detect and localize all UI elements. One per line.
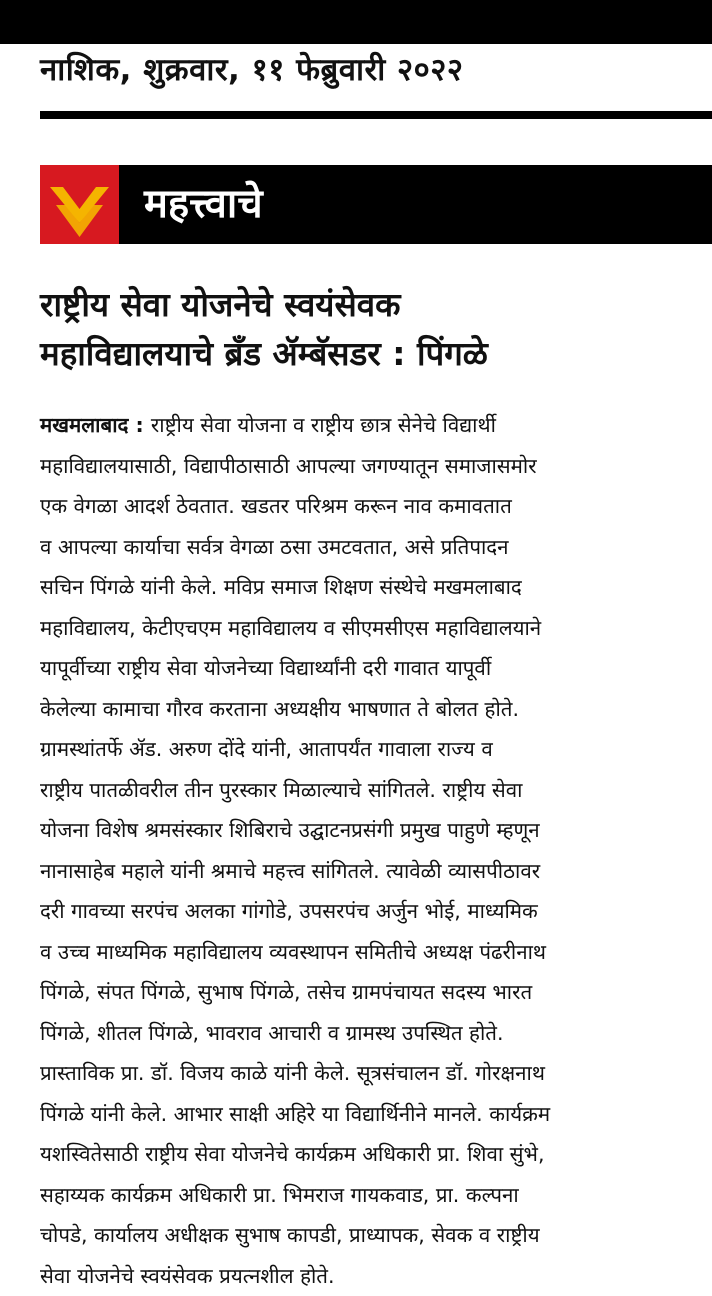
article-line: केलेल्या कामाचा गौरव करताना अध्यक्षीय भाषणात ते बोलत होते. (40, 689, 700, 730)
article-body (40, 405, 700, 1296)
article-line: चोपडे, कार्यालय अधीक्षक सुभाष कापडी, प्राध्यापक, सेवक व राष्ट्रीय (40, 1215, 700, 1256)
article-headline (40, 280, 700, 378)
article-line: योजना विशेष श्रमसंस्कार शिबिराचे उद्घाटनप्रसंगी प्रमुख पाहुणे म्हणून (40, 810, 700, 851)
article-first-line-text: राष्ट्रीय सेवा योजना व राष्ट्रीय छात्र सेनेचे विद्यार्थी (151, 413, 496, 437)
top-black-bar (0, 0, 712, 44)
article-line: पिंगळे, संपत पिंगळे, सुभाष पिंगळे, तसेच ग्रामपंचायत सदस्य भारत (40, 972, 700, 1013)
page-dateline: नाशिक, शुक्रवार, ११ फेब्रुवारी २०२२ (40, 48, 690, 92)
article-dateline-place: मखमलाबाद (40, 413, 128, 437)
article-line: महाविद्यालयासाठी, विद्यापीठासाठी आपल्या जगण्यातून समाजासमोर (40, 446, 700, 487)
article-line: एक वेगळा आदर्श ठेवतात. खडतर परिश्रम करून नाव कमावतात (40, 486, 700, 527)
article-line: यापूर्वीच्या राष्ट्रीय सेवा योजनेच्या विद्यार्थ्यांनी दरी गावात यापूर्वी (40, 648, 700, 689)
article-line: दरी गावच्या सरपंच अलका गांगोडे, उपसरपंच अर्जुन भोई, माध्यमिक (40, 891, 700, 932)
article-line: सचिन पिंगळे यांनी केले. मविप्र समाज शिक्षण संस्थेचे मखमलाबाद (40, 567, 700, 608)
article-line: यशस्वितेसाठी राष्ट्रीय सेवा योजनेचे कार्यक्रम अधिकारी प्रा. शिवा सुंभे, (40, 1134, 700, 1175)
article-first-line (40, 405, 700, 446)
section-title: महत्त्वाचे (144, 165, 263, 244)
article-line: सेवा योजनेचे स्वयंसेवक प्रयत्नशील होते. (40, 1256, 700, 1296)
article-line: महाविद्यालय, केटीएचएम महाविद्यालय व सीएमसीएस महाविद्यालयाने (40, 608, 700, 649)
section-logo (40, 165, 119, 244)
article-line: व आपल्या कार्याचा सर्वत्र वेगळा ठसा उमटवतात, असे प्रतिपादन (40, 527, 700, 568)
section-banner (40, 165, 712, 244)
header-rule (40, 111, 712, 119)
headline-line: महाविद्यालयाचे ब्रँड ॲम्बॅसडर : पिंगळे (40, 329, 700, 378)
article-line: प्रास्ताविक प्रा. डॉ. विजय काळे यांनी केले. सूत्रसंचालन डॉ. गोरक्षनाथ (40, 1053, 700, 1094)
double-chevron-down-icon (40, 165, 119, 244)
article-dateline-separator: : (128, 413, 150, 437)
article-line: पिंगळे, शीतल पिंगळे, भावराव आचारी व ग्रामस्थ उपस्थित होते. (40, 1013, 700, 1054)
article-line: पिंगळे यांनी केले. आभार साक्षी अहिरे या विद्यार्थिनीने मानले. कार्यक्रम (40, 1094, 700, 1135)
article-line: व उच्च माध्यमिक महाविद्यालय व्यवस्थापन समितीचे अध्यक्ष पंढरीनाथ (40, 932, 700, 973)
article-line: सहाय्यक कार्यक्रम अधिकारी प्रा. भिमराज गायकवाड, प्रा. कल्पना (40, 1175, 700, 1216)
article-line: नानासाहेब महाले यांनी श्रमाचे महत्त्व सांगितले. त्यावेळी व्यासपीठावर (40, 851, 700, 892)
article-line: राष्ट्रीय पातळीवरील तीन पुरस्कार मिळाल्याचे सांगितले. राष्ट्रीय सेवा (40, 770, 700, 811)
headline-line: राष्ट्रीय सेवा योजनेचे स्वयंसेवक (40, 280, 700, 329)
article-line: ग्रामस्थांतर्फे ॲड. अरुण दोंदे यांनी, आतापर्यंत गावाला राज्य व (40, 729, 700, 770)
